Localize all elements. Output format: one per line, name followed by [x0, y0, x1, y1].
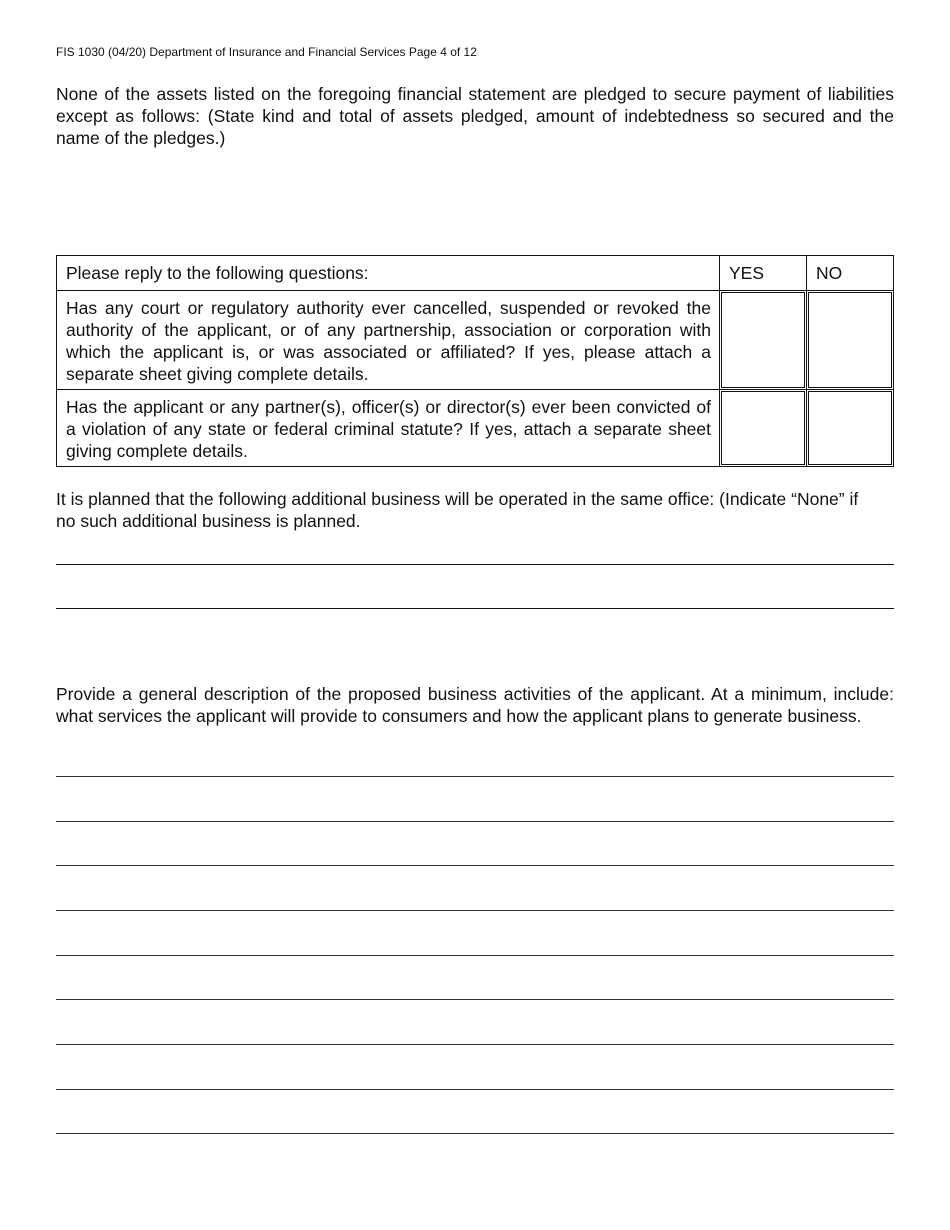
questions-header-label: Please reply to the following questions: — [57, 256, 720, 291]
question-row-regulatory-action — [57, 291, 894, 390]
description-answer-line-2[interactable] — [56, 821, 894, 822]
questions-table-header-row — [57, 256, 894, 291]
page-header: FIS 1030 (04/20) Department of Insurance and Financial Services Page 4 of 12 — [56, 45, 477, 59]
question-2-yes-cell — [720, 390, 807, 467]
question-1-yes-cell — [720, 291, 807, 390]
question-criminal-conviction-text: Has the applicant or any partner(s), officer(s) or director(s) ever been convicted of a violation of any state or federal criminal statute? If yes, attach a separate sheet giving complete details. — [57, 390, 720, 467]
description-answer-line-3[interactable] — [56, 865, 894, 866]
question-1-no-cell — [807, 291, 894, 390]
yes-column-header: YES — [720, 256, 807, 291]
description-answer-line-9[interactable] — [56, 1133, 894, 1134]
question-2-yes-checkbox[interactable] — [721, 391, 805, 465]
description-answer-line-5[interactable] — [56, 955, 894, 956]
additional-business-answer-line-2[interactable] — [56, 608, 894, 609]
question-1-yes-checkbox[interactable] — [721, 292, 805, 388]
no-column-header: NO — [807, 256, 894, 291]
questions-table — [56, 255, 894, 467]
question-row-criminal-conviction — [57, 390, 894, 467]
description-answer-line-1[interactable] — [56, 776, 894, 777]
question-2-no-checkbox[interactable] — [808, 391, 892, 465]
description-answer-line-8[interactable] — [56, 1089, 894, 1090]
description-answer-line-6[interactable] — [56, 999, 894, 1000]
additional-business-instructions: It is planned that the following additional business will be operated in the same office: (Indicate “None” if no such additional business is planned. — [56, 489, 859, 531]
description-answer-line-7[interactable] — [56, 1044, 894, 1045]
question-1-no-checkbox[interactable] — [808, 292, 892, 388]
pledged-assets-instructions: None of the assets listed on the foregoing financial statement are pledged to secure payment of liabilities except as follows: (State kind and total of assets pledged, amount of indebtedness so secured and the name of the pledges.) — [56, 84, 894, 148]
question-regulatory-action-text: Has any court or regulatory authority ever cancelled, suspended or revoked the authority of the applicant, or of any partnership, association or corporation with which the applicant is, or was associated or affiliated? If yes, please attach a separate sheet giving complete details. — [57, 291, 720, 390]
additional-business-answer-line-1[interactable] — [56, 564, 894, 565]
business-description-instructions: Provide a general description of the proposed business activities of the applicant. At a minimum, include: what services the applicant will provide to consumers and how the applicant plans to generate business. — [56, 684, 894, 726]
question-2-no-cell — [807, 390, 894, 467]
description-answer-line-4[interactable] — [56, 910, 894, 911]
